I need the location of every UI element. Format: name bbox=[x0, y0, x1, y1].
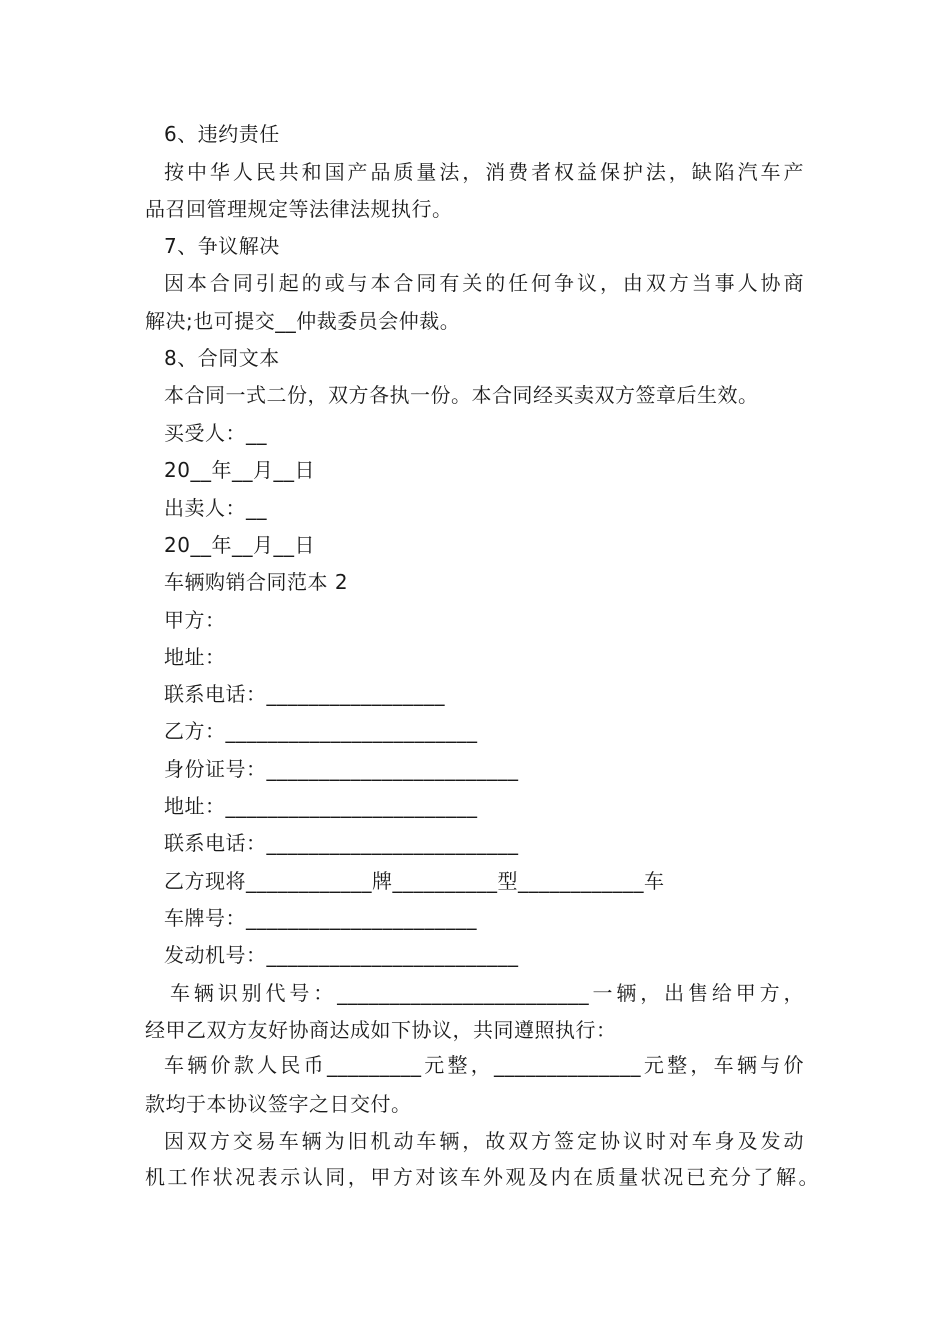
seller-signature-line: 出卖人：__ bbox=[164, 496, 267, 520]
contract-title: 车辆购销合同范本 2 bbox=[164, 570, 349, 594]
buyer-date-line: 20__年__月__日 bbox=[164, 458, 315, 482]
buyer-signature-line: 买受人：__ bbox=[164, 421, 267, 445]
paragraph-line: 经甲乙双方友好协商达成如下协议，共同遵照执行： bbox=[145, 1018, 617, 1042]
engine-number-line: 发动机号：________________________ bbox=[164, 943, 519, 967]
paragraph-line: 因双方交易车辆为旧机动车辆，故双方签定协议时对车身及发动 bbox=[164, 1129, 804, 1153]
party-b-phone: 联系电话：________________________ bbox=[164, 831, 519, 855]
section-heading-breach: 6、违约责任 bbox=[164, 122, 280, 146]
paragraph-line: 因本合同引起的或与本合同有关的任何争议，由双方当事人协商 bbox=[164, 271, 804, 295]
seller-date-line: 20__年__月__日 bbox=[164, 533, 315, 557]
paragraph-line: 品召回管理规定等法律法规执行。 bbox=[145, 197, 453, 221]
party-a-address: 地址： bbox=[164, 645, 226, 669]
paragraph-line: 机工作状况表示认同，甲方对该车外观及内在质量状况已充分了解。 bbox=[145, 1165, 819, 1189]
paragraph-line: 按中华人民共和国产品质量法，消费者权益保护法，缺陷汽车产 bbox=[164, 160, 804, 184]
section-heading-contract-text: 8、合同文本 bbox=[164, 346, 280, 370]
party-a-label: 甲方： bbox=[164, 608, 226, 632]
paragraph-line: 款均于本协议签字之日交付。 bbox=[145, 1092, 412, 1116]
paragraph-line: 本合同一式二份，双方各执一份。本合同经买卖双方签章后生效。 bbox=[164, 383, 759, 407]
vin-line: 车辆识别代号：________________________一辆，出售给甲方， bbox=[170, 981, 804, 1005]
party-b-label: 乙方：________________________ bbox=[164, 719, 478, 743]
party-b-id-number: 身份证号：________________________ bbox=[164, 757, 519, 781]
section-heading-dispute: 7、争议解决 bbox=[164, 234, 280, 258]
price-line: 车辆价款人民币_________元整，______________元整，车辆与价 bbox=[164, 1053, 804, 1077]
party-b-address: 地址：________________________ bbox=[164, 794, 478, 818]
party-a-phone: 联系电话：_________________ bbox=[164, 682, 445, 706]
plate-number-line: 车牌号：______________________ bbox=[164, 906, 477, 930]
paragraph-line: 解决;也可提交__仲裁委员会仲裁。 bbox=[145, 309, 461, 333]
vehicle-brand-line: 乙方现将____________牌__________型____________车 bbox=[164, 869, 665, 893]
